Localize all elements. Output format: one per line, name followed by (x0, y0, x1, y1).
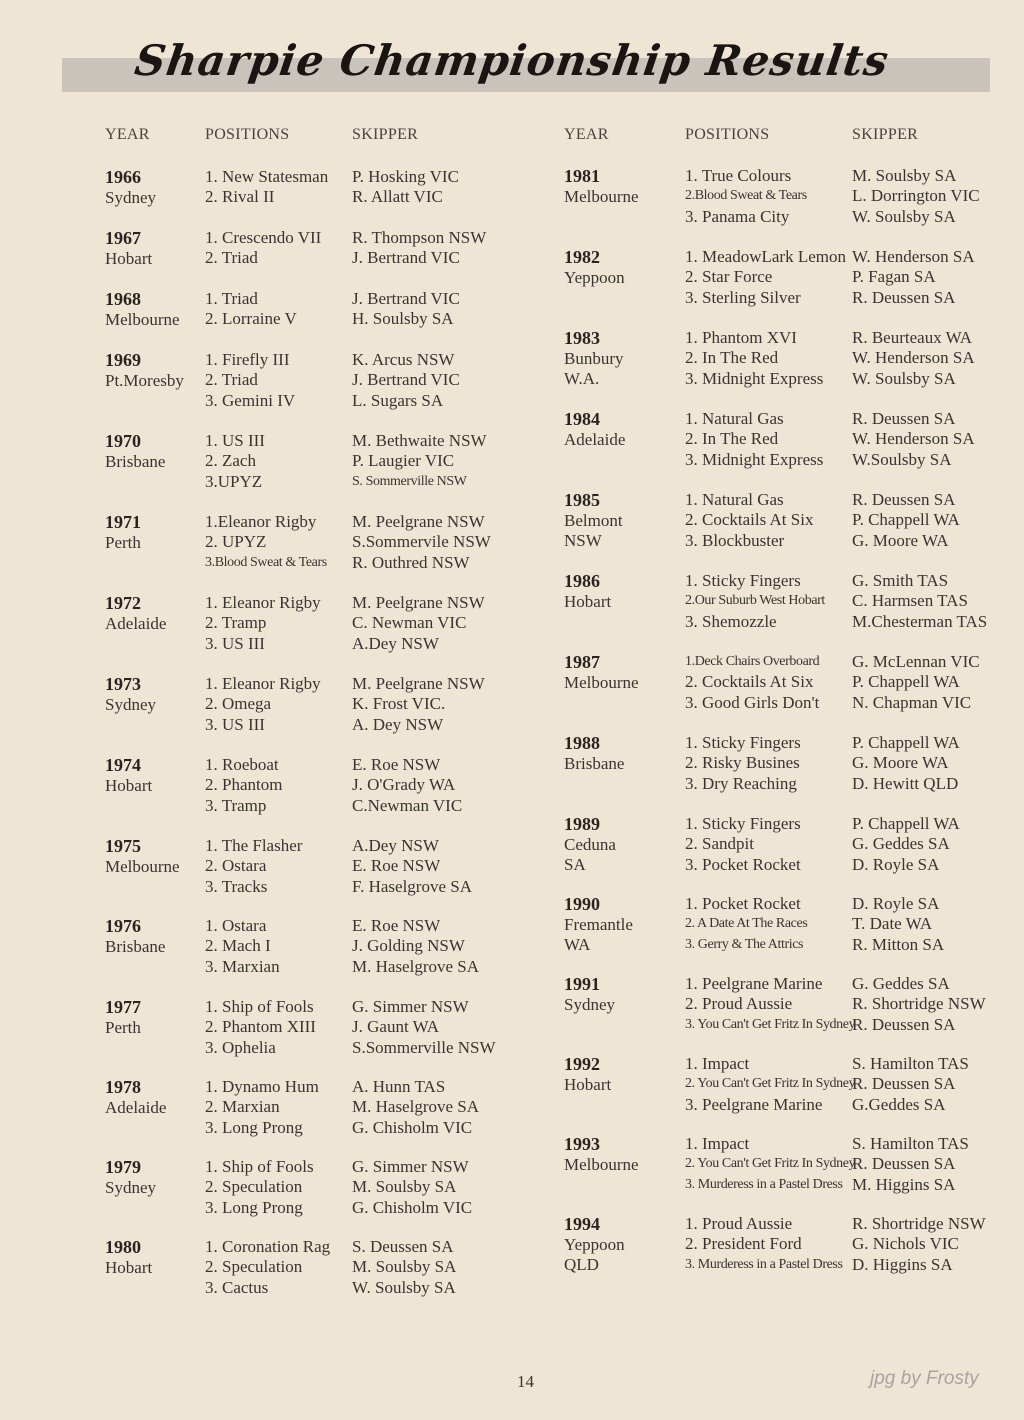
boat-name: 1. New Statesman (205, 167, 329, 186)
entry-year: 1967 (105, 228, 141, 248)
entry-year: 1976 (105, 916, 141, 936)
entry-venue: Adelaide (105, 1098, 167, 1117)
skipper-name: M. Soulsby SA (352, 1257, 457, 1277)
skipper-name: G. Moore WA (852, 753, 949, 773)
skipper-name: G. Simmer NSW (352, 997, 469, 1016)
boat-name: 3. Panama City (685, 206, 790, 226)
boat-name: 1. True Colours (685, 166, 792, 185)
skipper-name: D. Royle SA (852, 894, 940, 913)
skipper-name: N. Chapman VIC (852, 692, 972, 712)
skipper-name: C.Newman VIC (352, 795, 463, 815)
boat-name: 3. You Can't Get Fritz In Sydney (685, 1016, 856, 1032)
boat-name: 3. Gemini IV (205, 390, 296, 410)
entry-venue: Bunbury W.A. (564, 349, 624, 388)
boat-name: 1. Triad (205, 289, 258, 308)
entry-year: 1980 (105, 1237, 141, 1257)
entry-venue: Brisbane (105, 937, 166, 956)
entry-venue: Melbourne (564, 673, 639, 692)
entry-venue: Melbourne (564, 187, 639, 206)
skipper-name: D. Royle SA (852, 854, 940, 874)
entry-year: 1988 (564, 733, 600, 753)
skipper-name: M. Peelgrane NSW (352, 512, 485, 531)
boat-name: 2. Cocktails At Six (685, 672, 814, 692)
header-positions: POSITIONS (685, 126, 770, 143)
skipper-name: A.Dey NSW (352, 633, 439, 653)
entry-venue: Ceduna SA (564, 835, 616, 874)
boat-name: 3. Peelgrane Marine (685, 1094, 823, 1114)
skipper-name: S. Hamilton TAS (852, 1054, 969, 1073)
skipper-name: M.Chesterman TAS (852, 611, 988, 631)
skipper-name: C. Newman VIC (352, 613, 467, 633)
skipper-name: E. Roe NSW (352, 916, 441, 935)
entry-year: 1979 (105, 1157, 141, 1177)
skipper-name: R. Deussen SA (852, 1074, 956, 1094)
skipper-name: G. Smith TAS (852, 571, 949, 590)
skipper-name: W. Henderson SA (852, 247, 975, 266)
entry-venue: Sydney (564, 995, 615, 1014)
entry-year: 1992 (564, 1054, 600, 1074)
boat-name: 1. Proud Aussie (685, 1214, 793, 1233)
skipper-name: R. Deussen SA (852, 1154, 956, 1174)
entry-venue: Hobart (564, 1075, 612, 1094)
skipper-name: L. Sugars SA (352, 390, 444, 410)
boat-name: 1. MeadowLark Lemon (685, 247, 846, 266)
skipper-name: W. Soulsby SA (852, 206, 956, 226)
entry-venue: Perth (105, 533, 141, 552)
entry-year: 1970 (105, 431, 141, 451)
boat-name: 3. Pocket Rocket (685, 854, 801, 874)
boat-name: 2. Proud Aussie (685, 994, 793, 1014)
skipper-name: M. Peelgrane NSW (352, 593, 485, 612)
skipper-name: P. Fagan SA (852, 267, 936, 287)
entry-venue: Melbourne (564, 1155, 639, 1174)
entry-year: 1983 (564, 328, 600, 348)
skipper-name: M. Soulsby SA (852, 166, 957, 185)
entry-year: 1982 (564, 247, 600, 267)
entry-venue: Fremantle WA (564, 915, 633, 954)
entry-year: 1975 (105, 836, 141, 856)
skipper-name: A.Dey NSW (352, 836, 439, 855)
boat-name: 1. Firefly III (205, 350, 290, 369)
skipper-name: R. Shortridge NSW (852, 1214, 986, 1233)
entry-venue: Adelaide (105, 614, 167, 633)
boat-name: 1. Impact (685, 1054, 750, 1073)
entry-venue: Yeppoon QLD (564, 1235, 625, 1274)
page-title: Sharpie Championship Results (131, 36, 893, 85)
boat-name: 1. Pocket Rocket (685, 894, 801, 913)
skipper-name: S.Sommerville NSW (352, 1037, 496, 1057)
skipper-name: P. Hosking VIC (352, 167, 459, 186)
skipper-name: R. Deussen SA (852, 490, 956, 509)
boat-name: 1. Dynamo Hum (205, 1077, 319, 1096)
boat-name: 1. Eleanor Rigby (205, 674, 321, 693)
boat-name: 2. In The Red (685, 429, 779, 449)
entry-year: 1977 (105, 997, 141, 1017)
boat-name: 2. You Can't Get Fritz In Sydney (685, 1156, 856, 1172)
skipper-name: J. Bertrand VIC (352, 248, 460, 268)
entry-year: 1974 (105, 755, 141, 775)
boat-name: 2. Zach (205, 451, 256, 471)
boat-name: 1.Eleanor Rigby (205, 512, 317, 531)
skipper-name: E. Roe NSW (352, 856, 441, 876)
skipper-name: M. Soulsby SA (352, 1177, 457, 1197)
skipper-name: A. Hunn TAS (352, 1077, 446, 1096)
boat-name: 2. Marxian (205, 1097, 280, 1117)
entry-year: 1969 (105, 350, 141, 370)
boat-name: 1. Phantom XVI (685, 328, 797, 347)
entry-year: 1991 (564, 974, 600, 994)
boat-name: 3. Tracks (205, 876, 268, 896)
boat-name: 1. Peelgrane Marine (685, 974, 823, 993)
skipper-name: G. Geddes SA (852, 834, 950, 854)
skipper-name: R. Outhred NSW (352, 552, 470, 572)
boat-name: 3. Long Prong (205, 1197, 303, 1217)
skipper-name: H. Soulsby SA (352, 309, 454, 329)
header-skipper: SKIPPER (852, 126, 919, 143)
entry-year: 1966 (105, 167, 141, 187)
skipper-name: W. Henderson SA (852, 429, 975, 449)
entry-year: 1972 (105, 593, 141, 613)
entry-venue: Brisbane (564, 754, 625, 773)
skipper-name: G. Moore WA (852, 530, 949, 550)
boat-name: 2. Risky Busines (685, 753, 800, 773)
boat-name: 3. Shemozzle (685, 611, 777, 631)
boat-name: 1. Sticky Fingers (685, 733, 801, 752)
boat-name: 3.UPYZ (205, 471, 263, 491)
boat-name: 1. Ship of Fools (205, 997, 314, 1016)
boat-name: 3. Tramp (205, 795, 267, 815)
boat-name: 2. You Can't Get Fritz In Sydney (685, 1076, 856, 1092)
boat-name: 2. A Date At The Races (685, 916, 808, 932)
boat-name: 3. Gerry & The Attrics (685, 936, 804, 952)
boat-name: 3. Murderess in a Pastel Dress (685, 1256, 843, 1272)
skipper-name: M. Haselgrove SA (352, 956, 480, 976)
boat-name: 2. In The Red (685, 348, 779, 368)
skipper-name: F. Haselgrove SA (352, 876, 472, 896)
skipper-name: W. Soulsby SA (852, 368, 956, 388)
entry-year: 1984 (564, 409, 600, 429)
boat-name: 3. Marxian (205, 956, 280, 976)
page-number: 14 (517, 1372, 534, 1391)
skipper-name: G. Simmer NSW (352, 1157, 469, 1176)
boat-name: 2.Blood Sweat & Tears (685, 188, 807, 204)
skipper-name: R. Shortridge NSW (852, 994, 986, 1014)
boat-name: 2. Speculation (205, 1177, 303, 1197)
boat-name: 1. Impact (685, 1134, 750, 1153)
boat-name: 3. Long Prong (205, 1117, 303, 1137)
entry-venue: Hobart (105, 1258, 153, 1277)
skipper-name: G. McLennan VIC (852, 652, 980, 671)
boat-name: 1. Crescendo VII (205, 228, 322, 247)
entry-year: 1978 (105, 1077, 141, 1097)
skipper-name: D. Higgins SA (852, 1254, 953, 1274)
entry-venue: Yeppoon (564, 268, 625, 287)
skipper-name: P. Laugier VIC (352, 451, 455, 471)
boat-name: 3. Good Girls Don't (685, 692, 820, 712)
skipper-name: E. Roe NSW (352, 755, 441, 774)
skipper-name: K. Frost VIC. (352, 694, 446, 714)
entry-year: 1990 (564, 894, 600, 914)
entry-year: 1981 (564, 166, 600, 186)
skipper-name: M. Bethwaite NSW (352, 431, 487, 450)
entry-venue: Melbourne (105, 857, 180, 876)
entry-venue: Adelaide (564, 430, 626, 449)
entry-year: 1985 (564, 490, 600, 510)
boat-name: 3. Murderess in a Pastel Dress (685, 1176, 843, 1192)
skipper-name: G.Geddes SA (852, 1094, 946, 1114)
boat-name: 2. Omega (205, 694, 272, 714)
boat-name: 3. Ophelia (205, 1037, 276, 1057)
skipper-name: D. Hewitt QLD (852, 773, 959, 793)
entry-venue: Hobart (105, 249, 153, 268)
skipper-name: R. Deussen SA (852, 409, 956, 428)
skipper-name: J. Golding NSW (352, 936, 465, 956)
skipper-name: W. Henderson SA (852, 348, 975, 368)
boat-name: 1. Ostara (205, 916, 267, 935)
entry-venue: Perth (105, 1018, 141, 1037)
skipper-name: S. Deussen SA (352, 1237, 454, 1256)
entry-year: 1986 (564, 571, 600, 591)
boat-name: 3. US III (205, 633, 265, 653)
skipper-name: S. Hamilton TAS (852, 1134, 969, 1153)
skipper-name: P. Chappell WA (852, 814, 960, 833)
boat-name: 3.Blood Sweat & Tears (205, 554, 327, 570)
header-year: YEAR (564, 126, 609, 143)
entry-year: 1968 (105, 289, 141, 309)
boat-name: 2. Phantom XIII (205, 1017, 316, 1037)
entry-year: 1987 (564, 652, 600, 672)
skipper-name: M. Peelgrane NSW (352, 674, 485, 693)
boat-name: 1. US III (205, 431, 265, 450)
skipper-name: R. Thompson NSW (352, 228, 487, 247)
boat-name: 3. Cactus (205, 1277, 269, 1297)
boat-name: 2. Rival II (205, 187, 275, 207)
skipper-name: G. Chisholm VIC (352, 1197, 473, 1217)
skipper-name: S. Sommerville NSW (352, 473, 467, 489)
boat-name: 1. The Flasher (205, 836, 303, 855)
boat-name: 2. Triad (205, 370, 258, 390)
boat-name: 3. Blockbuster (685, 530, 785, 550)
entry-year: 1989 (564, 814, 600, 834)
skipper-name: G. Geddes SA (852, 974, 950, 993)
skipper-name: M. Haselgrove SA (352, 1097, 480, 1117)
entry-venue: Sydney (105, 1178, 156, 1197)
boat-name: 3. US III (205, 714, 265, 734)
boat-name: 3. Midnight Express (685, 368, 824, 388)
boat-name: 3. Dry Reaching (685, 773, 797, 793)
boat-name: 2. Star Force (685, 267, 773, 287)
boat-name: 1. Natural Gas (685, 409, 784, 428)
entry-year: 1993 (564, 1134, 600, 1154)
watermark: jpg by Frosty (870, 1368, 979, 1389)
skipper-name: J. O'Grady WA (352, 775, 456, 795)
entry-year: 1973 (105, 674, 141, 694)
boat-name: 3. Sterling Silver (685, 287, 801, 307)
skipper-name: A. Dey NSW (352, 714, 444, 734)
boat-name: 2. Sandpit (685, 834, 754, 854)
skipper-name: R. Beurteaux WA (852, 328, 973, 347)
boat-name: 1.Deck Chairs Overboard (685, 654, 820, 669)
boat-name: 2. Phantom (205, 775, 283, 795)
entry-venue: Sydney (105, 188, 156, 207)
boat-name: 3. Midnight Express (685, 449, 824, 469)
boat-name: 2. Lorraine V (205, 309, 297, 329)
skipper-name: C. Harmsen TAS (852, 591, 968, 611)
skipper-name: P. Chappell WA (852, 733, 960, 752)
header-positions: POSITIONS (205, 126, 290, 143)
header-skipper: SKIPPER (352, 126, 419, 143)
skipper-name: W. Soulsby SA (352, 1277, 456, 1297)
entry-venue: Pt.Moresby (105, 371, 184, 390)
boat-name: 2. Triad (205, 248, 258, 268)
skipper-name: K. Arcus NSW (352, 350, 455, 369)
boat-name: 1. Sticky Fingers (685, 571, 801, 590)
skipper-name: P. Chappell WA (852, 510, 960, 530)
entry-year: 1971 (105, 512, 141, 532)
boat-name: 2.Our Suburb West Hobart (685, 593, 825, 609)
boat-name: 2. Speculation (205, 1257, 303, 1277)
skipper-name: T. Date WA (852, 914, 933, 934)
skipper-name: J. Bertrand VIC (352, 289, 460, 308)
entry-year: 1994 (564, 1214, 600, 1234)
entry-venue: Hobart (105, 776, 153, 795)
boat-name: 1. Sticky Fingers (685, 814, 801, 833)
boat-name: 1. Natural Gas (685, 490, 784, 509)
skipper-name: L. Dorrington VIC (852, 186, 980, 206)
skipper-name: R. Deussen SA (852, 287, 956, 307)
skipper-name: J. Bertrand VIC (352, 370, 460, 390)
boat-name: 2. Mach I (205, 936, 271, 956)
skipper-name: R. Mitton SA (852, 934, 945, 954)
skipper-name: P. Chappell WA (852, 672, 960, 692)
boat-name: 2. President Ford (685, 1234, 802, 1254)
skipper-name: J. Gaunt WA (352, 1017, 440, 1037)
entry-venue: Sydney (105, 695, 156, 714)
skipper-name: G. Chisholm VIC (352, 1117, 473, 1137)
boat-name: 2. UPYZ (205, 532, 267, 552)
boat-name: 2. Tramp (205, 613, 267, 633)
skipper-name: R. Allatt VIC (352, 187, 443, 207)
entry-venue: Brisbane (105, 452, 166, 471)
boat-name: 1. Ship of Fools (205, 1157, 314, 1176)
skipper-name: S.Sommervile NSW (352, 532, 491, 552)
boat-name: 2. Ostara (205, 856, 267, 876)
skipper-name: W.Soulsby SA (852, 449, 952, 469)
skipper-name: G. Nichols VIC (852, 1234, 959, 1254)
boat-name: 2. Cocktails At Six (685, 510, 814, 530)
entry-venue: Hobart (564, 592, 612, 611)
entry-venue: Belmont NSW (564, 511, 623, 550)
skipper-name: M. Higgins SA (852, 1174, 956, 1194)
skipper-name: R. Deussen SA (852, 1014, 956, 1034)
entry-venue: Melbourne (105, 310, 180, 329)
boat-name: 1. Roeboat (205, 755, 279, 774)
boat-name: 1. Coronation Rag (205, 1237, 331, 1256)
boat-name: 1. Eleanor Rigby (205, 593, 321, 612)
header-year: YEAR (105, 126, 150, 143)
